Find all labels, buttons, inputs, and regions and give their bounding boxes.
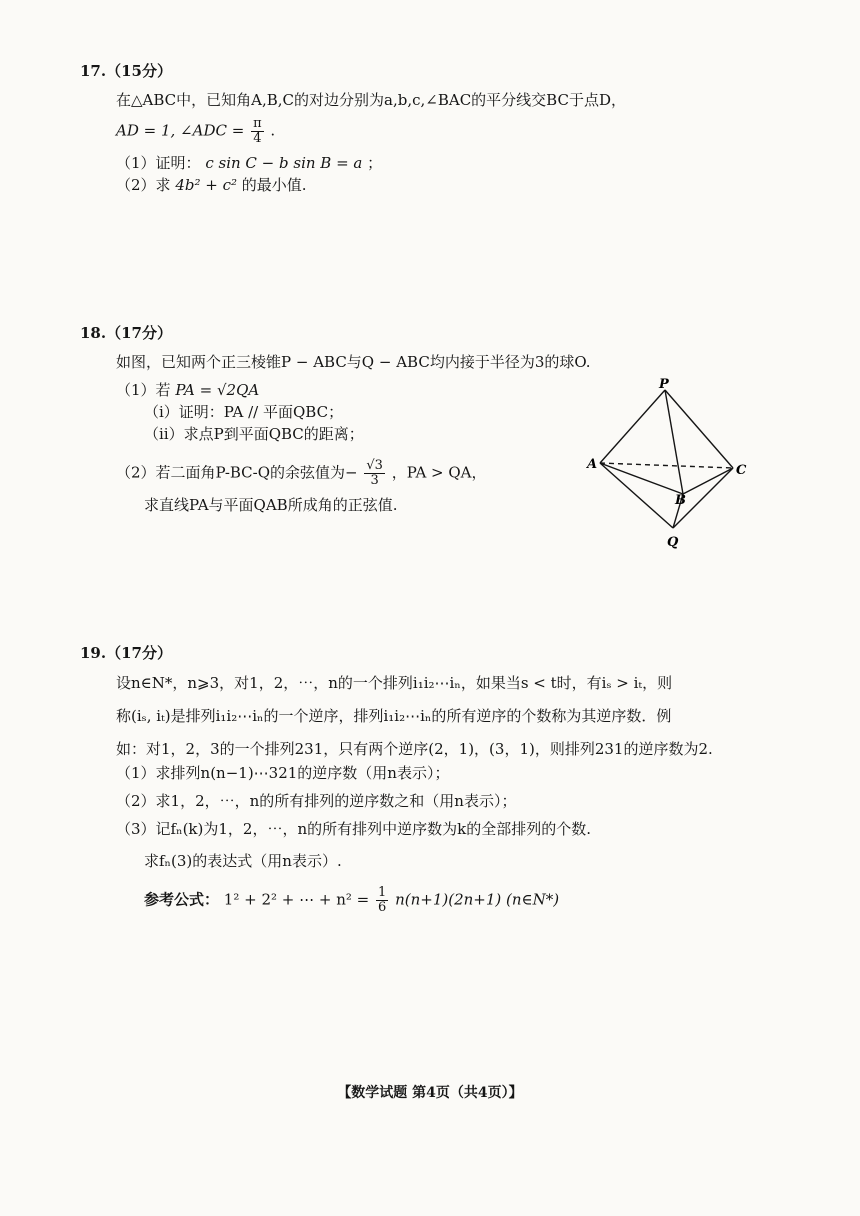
question-19-header: 19.（17分） bbox=[80, 644, 172, 662]
label-C: C bbox=[736, 463, 747, 478]
condition-prefix: AD = 1, ∠ADC = bbox=[116, 121, 245, 140]
edge-BC bbox=[683, 468, 733, 494]
question-18-header: 18.（17分） bbox=[80, 324, 172, 342]
fraction-one-sixth bbox=[376, 886, 388, 915]
part-end: ； bbox=[367, 154, 383, 172]
fraction-denominator: 3 bbox=[370, 473, 379, 488]
condition-suffix: . bbox=[270, 121, 276, 140]
question-17-header: 17.（15分） bbox=[80, 62, 172, 80]
fraction-sqrt3-over-3 bbox=[364, 459, 385, 488]
pyramid-figure bbox=[585, 378, 770, 553]
question-19-part-3-line-2: 求fₙ(3)的表达式（用n表示）. bbox=[144, 852, 342, 870]
label-Q: Q bbox=[667, 535, 679, 550]
question-19 bbox=[80, 642, 800, 915]
question-17-intro: 在△ABC中，已知角A,B,C的对边分别为a,b,c,∠BAC的平分线交BC于点D， bbox=[116, 91, 626, 109]
question-19-line-3: 如：对1，2，3的一个排列231，只有两个逆序(2，1)，(3，1)，则排列231的逆序数为2. bbox=[116, 740, 713, 758]
edge-PA bbox=[600, 390, 665, 463]
question-19-part-3: （3）记fₙ(k)为1，2，⋯，n的所有排列中逆序数为k的全部排列的个数. bbox=[116, 820, 591, 838]
question-17-part-2 bbox=[116, 174, 800, 196]
question-19-line-1: 设n∈N*，n⩾3，对1，2，⋯，n的一个排列i₁i₂⋯iₙ，如果当s < t时，有iₛ > iₜ，则 bbox=[116, 674, 673, 692]
question-17-condition bbox=[116, 117, 800, 146]
part-expression: 4b² + c² bbox=[175, 176, 238, 194]
reference-label: 参考公式： bbox=[144, 890, 220, 909]
part-2-suffix: ，PA > QA， bbox=[391, 463, 487, 482]
question-17-part-1 bbox=[116, 152, 800, 174]
question-17 bbox=[80, 60, 800, 196]
label-A: A bbox=[587, 457, 598, 472]
question-19-part-1: （1）求排列n(n−1)⋯321的逆序数（用n表示）； bbox=[116, 764, 450, 782]
fraction-numerator: π bbox=[253, 116, 262, 131]
edge-PB bbox=[665, 390, 683, 494]
fraction-denominator: 4 bbox=[253, 131, 262, 146]
fraction-numerator: √3 bbox=[366, 458, 383, 473]
part-2-prefix: （2）若二面角P-BC-Q的余弦值为− bbox=[116, 463, 358, 482]
edge-PC bbox=[665, 390, 733, 468]
fraction-denominator: 6 bbox=[378, 900, 387, 915]
part-label: （2）求 bbox=[116, 176, 171, 194]
question-18-part-2-line-2: 求直线PA与平面QAB所成角的正弦值. bbox=[144, 496, 398, 514]
question-18-intro: 如图，已知两个正三棱锥P − ABC与Q − ABC均内接于半径为3的球O. bbox=[116, 353, 591, 371]
fraction-pi-over-4 bbox=[251, 117, 264, 146]
reference-suffix: n(n+1)(2n+1) (n∈N*) bbox=[395, 890, 560, 909]
fraction-numerator: 1 bbox=[378, 885, 387, 900]
label-B: B bbox=[675, 493, 686, 508]
reference-formula bbox=[144, 886, 800, 915]
question-19-part-2: （2）求1，2，⋯，n的所有排列的逆序数之和（用n表示）； bbox=[116, 792, 517, 810]
part-end: 的最小值. bbox=[241, 176, 307, 194]
part-label: （1）若 bbox=[116, 381, 171, 399]
page-footer: 【数学试题 第4页（共4页）】 bbox=[337, 1085, 523, 1101]
edge-AC-hidden bbox=[600, 463, 733, 468]
label-P: P bbox=[659, 378, 669, 392]
edge-AQ bbox=[600, 463, 673, 528]
reference-prefix: 1² + 2² + ⋯ + n² = bbox=[223, 890, 370, 909]
part-label: （1）证明： bbox=[116, 154, 201, 172]
question-18-part-1-ii: （ⅱ）求点P到平面QBC的距离； bbox=[144, 425, 364, 443]
edge-AB bbox=[600, 463, 683, 494]
part-expression: c sin C − b sin B = a bbox=[205, 154, 363, 172]
question-18-part-1-i: （ⅰ）证明：PA // 平面QBC； bbox=[144, 403, 344, 421]
question-19-line-2: 称(iₛ, iₜ)是排列i₁i₂⋯iₙ的一个逆序，排列i₁i₂⋯iₙ的所有逆序的个数称为其逆序数．例 bbox=[116, 707, 672, 725]
part-expression: PA = √2QA bbox=[175, 381, 260, 399]
